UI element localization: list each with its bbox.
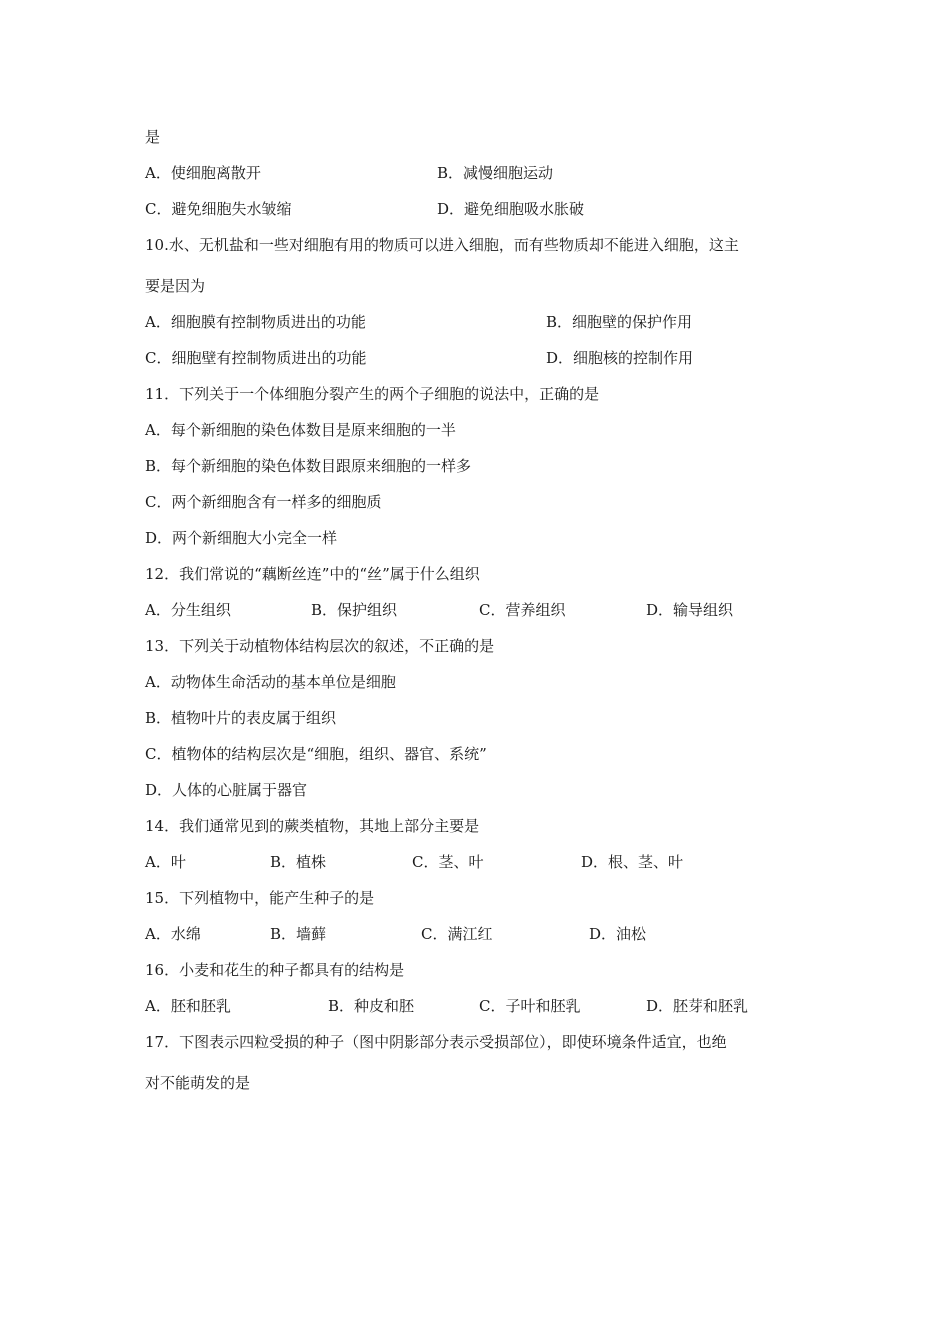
question-11-stem: 11．下列关于一个体细胞分裂产生的两个子细胞的说法中，正确的是 [145, 385, 600, 403]
q16-option-b: B．种皮和胚 [328, 997, 415, 1015]
q11-option-c: C．两个新细胞含有一样多的细胞质 [145, 493, 382, 511]
q16-option-a: A．胚和胚乳 [145, 997, 231, 1015]
q11-option-b: B．每个新细胞的染色体数目跟原来细胞的一样多 [145, 457, 472, 475]
q11-option-d: D．两个新细胞大小完全一样 [145, 529, 338, 547]
question-9-stem-tail: 是 [145, 128, 161, 146]
q13-option-a: A．动物体生命活动的基本单位是细胞 [145, 673, 396, 691]
q15-option-a: A．水绵 [145, 925, 201, 943]
q10-option-a: A．细胞膜有控制物质进出的功能 [145, 313, 366, 331]
q15-option-d: D．油松 [589, 925, 647, 943]
q9-option-a: A．使细胞离散开 [145, 164, 261, 182]
q12-option-b: B．保护组织 [311, 601, 398, 619]
q13-option-c: C．植物体的结构层次是“细胞，组织、器官、系统” [145, 745, 487, 763]
q14-option-c: C．茎、叶 [412, 853, 484, 871]
q9-option-d: D．避免细胞吸水胀破 [437, 200, 585, 218]
q11-option-a: A．每个新细胞的染色体数目是原来细胞的一半 [145, 421, 456, 439]
q10-option-d: D．细胞核的控制作用 [546, 349, 694, 367]
q16-option-d: D．胚芽和胚乳 [646, 997, 749, 1015]
q10-option-b: B．细胞壁的保护作用 [546, 313, 693, 331]
question-10-stem-line1: 10.水、无机盐和一些对细胞有用的物质可以进入细胞，而有些物质却不能进入细胞，这主 [145, 236, 739, 254]
question-15-stem: 15．下列植物中，能产生种子的是 [145, 889, 375, 907]
q14-option-a: A．叶 [145, 853, 186, 871]
question-14-stem: 14．我们通常见到的蕨类植物，其地上部分主要是 [145, 817, 480, 835]
q12-option-a: A．分生组织 [145, 601, 231, 619]
q12-option-d: D．输导组织 [646, 601, 734, 619]
q14-option-b: B．植株 [270, 853, 327, 871]
q12-option-c: C．营养组织 [479, 601, 566, 619]
question-13-stem: 13．下列关于动植物体结构层次的叙述，不正确的是 [145, 637, 495, 655]
q15-option-b: B．墙藓 [270, 925, 327, 943]
question-17-stem-line2: 对不能萌发的是 [145, 1074, 251, 1092]
question-12-stem: 12．我们常说的“藕断丝连”中的“丝”属于什么组织 [145, 565, 480, 583]
question-17-stem-line1: 17．下图表示四粒受损的种子（图中阴影部分表示受损部位），即使环境条件适宜，也绝 [145, 1033, 727, 1051]
q9-option-b: B．减慢细胞运动 [437, 164, 554, 182]
q14-option-d: D．根、茎、叶 [581, 853, 684, 871]
q15-option-c: C．满江红 [421, 925, 493, 943]
q16-option-c: C．子叶和胚乳 [479, 997, 581, 1015]
q13-option-d: D．人体的心脏属于器官 [145, 781, 308, 799]
q9-option-c: C．避免细胞失水皱缩 [145, 200, 292, 218]
q13-option-b: B．植物叶片的表皮属于组织 [145, 709, 337, 727]
question-16-stem: 16．小麦和花生的种子都具有的结构是 [145, 961, 405, 979]
q10-option-c: C．细胞壁有控制物质进出的功能 [145, 349, 367, 367]
question-10-stem-line2: 要是因为 [145, 277, 206, 295]
